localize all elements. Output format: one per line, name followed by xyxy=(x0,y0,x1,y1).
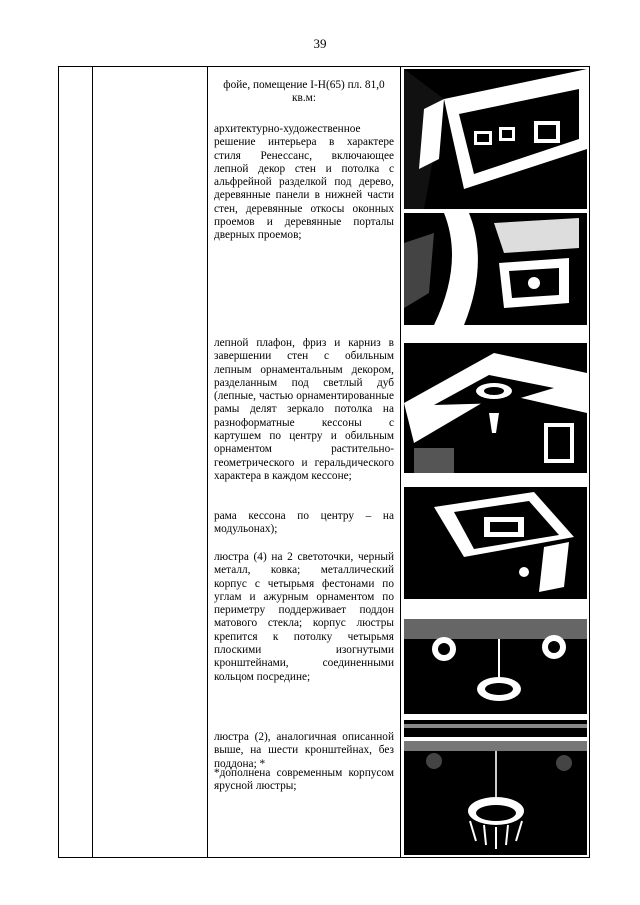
room-heading: фойе, помещение I-Н(65) пл. 81,0 кв.м: xyxy=(223,79,385,105)
paragraph-chandelier-2: люстра (2), аналогичная описанной выше, на шести кронштейнах, без поддона; * xyxy=(214,731,394,770)
paragraph-chandelier-4: люстра (4) на 2 светоточки, черный металл, ковка; металлический корпус с четырьмя фестонами по углам и ажурным орнаментом по периметру поддерживает поддон матового стекла; корпус люстры крепится к потолку четырьмя плоскими изогнутыми кронштейнами, соединенными кольцом посредине; xyxy=(214,551,394,683)
interior-photo-walls xyxy=(404,69,587,209)
page-number: 39 xyxy=(313,36,327,51)
paragraph-coffer-frame: рама кессона по центру – на модульонах); xyxy=(214,510,394,536)
paragraph-interior-solution: архитектурно-художественное решение интерьера в характере стиля Ренессанс, включающее лепной декор стен и потолка с альфрейной разделкой под дерево, деревянные панели в нижней части стен, деревянные откосы оконных проемов и деревянные порталы дверных проемов; xyxy=(214,123,394,242)
interior-photo-ceiling-detail xyxy=(404,487,587,599)
heritage-table xyxy=(58,66,590,858)
paragraph-chandelier-addition: *дополнена современным корпусом ярусной люстры; xyxy=(214,767,394,793)
column-divider xyxy=(207,67,208,857)
chandelier-photo-2 xyxy=(404,741,587,855)
interior-photo-coffered-ceiling xyxy=(404,343,587,473)
column-divider xyxy=(400,67,401,857)
paragraph-ceiling-decor: лепной плафон, фриз и карниз в завершении стен с обильным лепным орнаментальным декором, разделанным под светлый дуб (лепные, частью орнаментированные рамы делят зеркало потолка на разноформатные кессоны с картушем по центру и обильным орнаментом растительно-геометрического и геральдического характера в каждом кессоне; xyxy=(214,337,394,482)
column-divider xyxy=(92,67,93,857)
chandelier-photo-1 xyxy=(404,619,587,737)
interior-photo-ceiling-arch xyxy=(404,213,587,325)
